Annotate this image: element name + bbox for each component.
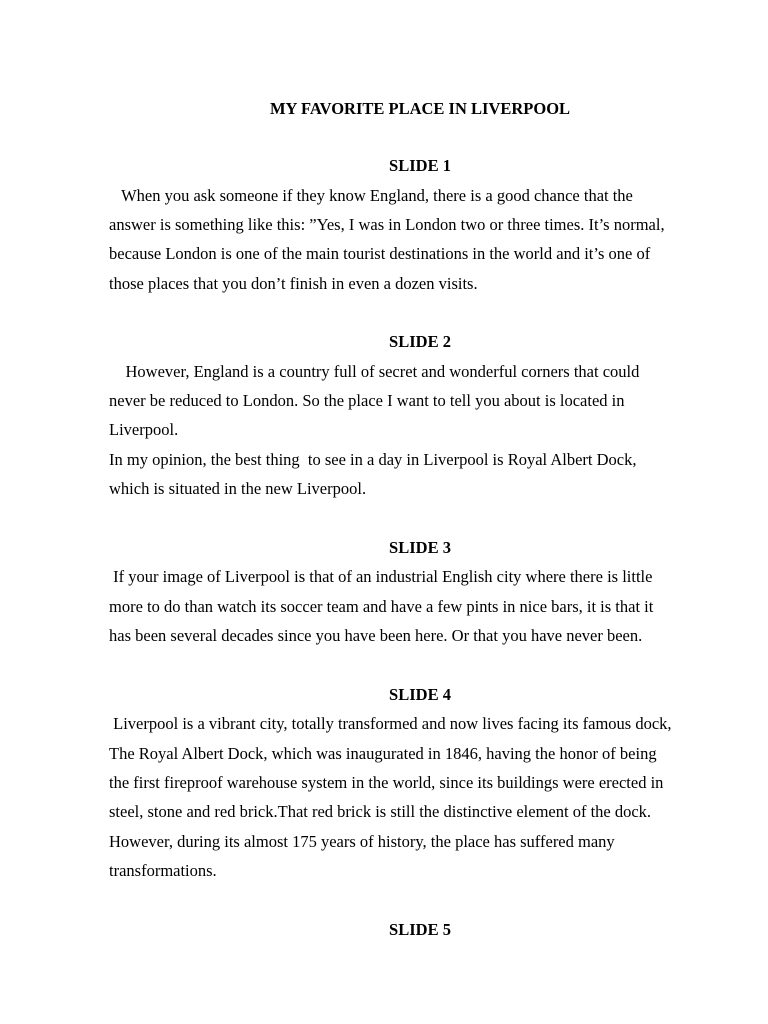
slide-2-line-4: In my opinion, the best thing to see in a day in Liverpool is Royal Albert Dock, bbox=[109, 450, 637, 469]
slide-1-line-2: answer is something like this: ”Yes, I was in London two or three times. It’s normal, bbox=[109, 215, 665, 234]
slide-3-line-3: has been several decades since you have been here. Or that you have never been. bbox=[109, 626, 643, 645]
slide-3-line-1: If your image of Liverpool is that of an industrial English city where there is little bbox=[109, 567, 653, 586]
slide-2-line-1: However, England is a country full of secret and wonderful corners that could bbox=[109, 362, 640, 381]
slide-4-line-6: transformations. bbox=[109, 861, 217, 880]
slide-2-line-2: never be reduced to London. So the place I want to tell you about is located in bbox=[109, 391, 625, 410]
slide-3-heading: SLIDE 3 bbox=[389, 538, 451, 557]
slide-1-line-3: because London is one of the main tourist destinations in the world and it’s one of bbox=[109, 244, 651, 263]
slide-4-line-3: the first fireproof warehouse system in the world, since its buildings were erected in bbox=[109, 773, 664, 792]
slide-1-line-1: When you ask someone if they know England, there is a good chance that the bbox=[109, 186, 633, 205]
slide-2-line-3: Liverpool. bbox=[109, 420, 179, 439]
slide-4-line-2: The Royal Albert Dock, which was inaugurated in 1846, having the honor of being bbox=[109, 744, 657, 763]
slide-4-line-5: However, during its almost 175 years of history, the place has suffered many bbox=[109, 832, 615, 851]
slide-5-heading: SLIDE 5 bbox=[389, 920, 451, 939]
slide-3-line-2: more to do than watch its soccer team and have a few pints in nice bars, it is that it bbox=[109, 597, 654, 616]
document-title: MY FAVORITE PLACE IN LIVERPOOL bbox=[269, 99, 571, 118]
slide-4-heading: SLIDE 4 bbox=[389, 685, 451, 704]
slide-4-line-4: steel, stone and red brick.That red brick is still the distinctive element of the dock. bbox=[109, 802, 652, 821]
slide-4-line-1: Liverpool is a vibrant city, totally transformed and now lives facing its famous dock, bbox=[109, 714, 672, 733]
slide-2-heading: SLIDE 2 bbox=[389, 332, 451, 351]
slide-1-line-4: those places that you don’t finish in even a dozen visits. bbox=[109, 274, 478, 293]
slide-1-heading: SLIDE 1 bbox=[389, 156, 451, 175]
slide-2-line-5: which is situated in the new Liverpool. bbox=[109, 479, 367, 498]
